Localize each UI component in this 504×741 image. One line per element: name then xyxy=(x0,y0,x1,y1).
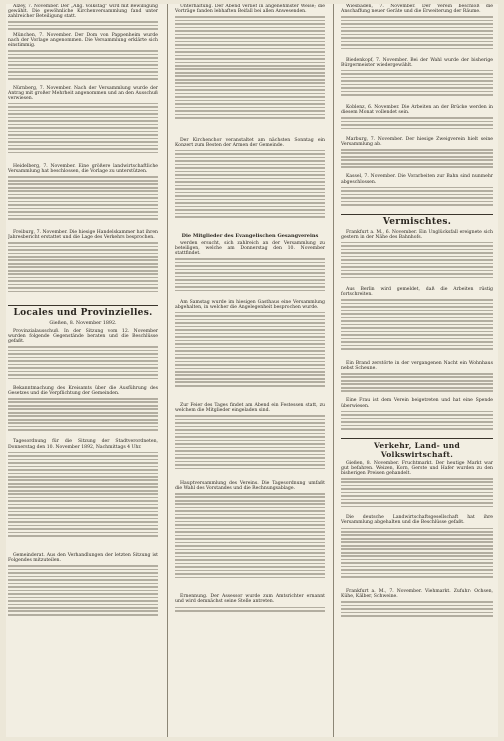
text-lines xyxy=(341,187,493,211)
text-lines xyxy=(8,21,158,31)
column-1 xyxy=(8,4,158,737)
paragraph: Ernennung. Der Assessor wurde zum Amtsrichter ernannt und wird demnächst seine Stelle antreten. xyxy=(175,594,325,605)
paragraph: Unterhaltung. Der Abend verlief in angenehmster Weise; die Vorträge fanden lebhaften Beifall bei allen Anwesenden. xyxy=(175,4,325,15)
paragraph: Biedenkopf, 7. November. Bei der Wahl wurde der bisherige Bürgermeister wiedergewählt. xyxy=(341,57,493,68)
paragraph: Die deutsche Landwirtschaftsgesellschaft hat ihre Versammlung abgehalten und die Beschlüsse gefaßt. xyxy=(341,515,493,526)
column-2 xyxy=(175,4,325,737)
text-lines xyxy=(341,373,493,397)
text-lines xyxy=(175,607,325,619)
paragraph: München, 7. November. Der Dom von Pappenheim wurde nach der Vorlage angenommen. Die Versammlung erklärte sich einstimmig. xyxy=(8,32,158,49)
paragraph: Wiesbaden, 7. November. Der Verein beschloß die Anschaffung neuer Geräte und die Erweiterung der Räume. xyxy=(341,4,493,15)
dateline: Gießen, 8. November 1892. xyxy=(49,321,117,327)
paragraph: Hauptversammlung des Vereins. Die Tagesordnung umfaßt die Wahl des Vorstandes und die Rechnungsablage. xyxy=(175,480,325,491)
text-lines xyxy=(8,398,158,438)
column-rule xyxy=(333,4,334,737)
paragraph: Kassel, 7. November. Die Vorarbeiten zur Bahn sind nunmehr abgeschlossen. xyxy=(341,174,493,185)
text-lines xyxy=(175,16,325,136)
paragraph: Am Samstag wurde im hiesigen Gasthaus eine Versammlung abgehalten, in welcher die Angelegenheit besprochen wurde. xyxy=(175,299,325,310)
paragraph: Gemeinderat. Aus den Verhandlungen der letzten Sitzung ist Folgendes mitzuteilen. xyxy=(8,552,158,564)
text-lines xyxy=(8,50,158,84)
text-lines xyxy=(8,176,158,228)
text-lines xyxy=(341,528,493,588)
column-3 xyxy=(341,4,493,737)
text-lines xyxy=(8,103,158,163)
paragraph: Eine Frau ist dem Verein beigetreten und hat eine Spende überwiesen. xyxy=(341,398,493,409)
section-title: Locales und Provinzielles. xyxy=(13,308,153,319)
text-lines xyxy=(341,149,493,173)
section-title: Verkehr, Land- und Volkswirtschaft. xyxy=(373,440,460,459)
paragraph: Marburg, 7. November. Der hiesige Zweigverein hielt seine Versammlung ab. xyxy=(341,136,493,147)
text-lines xyxy=(175,493,325,593)
paragraph: Heidelberg, 7. November. Eine größere landwirtschaftliche Versammlung hat beschlossen, die Vorlage zu unterstützen. xyxy=(8,164,158,175)
paragraph: Zur Feier des Tages findet am Abend ein Festessen statt, zu welchem die Mitglieder eingeladen sind. xyxy=(175,403,325,414)
text-lines xyxy=(341,411,493,435)
text-lines xyxy=(8,242,158,302)
paragraph: Freiburg, 7. November. Die hiesige Handelskammer hat ihren Jahresbericht erstattet und die Lage des Verkehrs besprochen. xyxy=(8,229,158,240)
paragraph: Ein Brand zerstörte in der vergangenen Nacht ein Wohnhaus nebst Scheune. xyxy=(341,360,493,371)
text-lines xyxy=(175,258,325,298)
paragraph: Frankfurt a. M., 7. November. Viehmarkt. Zufuhr: Ochsen, Kühe, Kälber, Schweine. xyxy=(341,588,493,600)
newspaper-page xyxy=(6,4,498,737)
text-lines xyxy=(341,242,493,286)
text-lines xyxy=(341,16,493,56)
text-lines xyxy=(341,299,493,359)
paragraph: Provinzialausschuß. In der Sitzung vom 12. November wurden folgende Gegenstände beraten und die Beschlüsse gefaßt. xyxy=(8,329,158,345)
text-lines xyxy=(341,601,493,621)
text-lines xyxy=(8,346,158,384)
paragraph: Aus Berlin wird gemeldet, daß die Arbeiten rüstig fortschreiten. xyxy=(341,287,493,298)
paragraph: Der Kirchenchor veranstaltet am nächsten Sonntag ein Konzert zum Besten der Armen der Gemeinde. xyxy=(175,137,325,148)
paragraph: Gießen, 8. November. Fruchtmarkt. Der heutige Markt war gut befahren. Weizen, Korn, Gerste und Hafer wurden zu den bisherigen Preisen gehandelt. xyxy=(341,460,493,476)
text-lines xyxy=(8,452,158,552)
section-divider xyxy=(341,438,493,439)
text-lines xyxy=(341,478,493,514)
section-title: Vermischtes. xyxy=(382,216,452,227)
text-lines xyxy=(175,415,325,479)
text-lines xyxy=(8,565,158,625)
column-rule xyxy=(167,4,168,737)
paragraph: Tagesordnung für die Sitzung der Stadtverordneten, Donnerstag den 10. November 1892, Nachmittags 4 Uhr. xyxy=(8,439,158,450)
paragraph: Nürnberg, 7. November. Nach der Versammlung wurde der Antrag mit großer Mehrheit angenommen und an den Ausschuß verwiesen. xyxy=(8,85,158,101)
paragraph: werden ersucht, sich zahlreich an der Versammlung zu beteiligen, welche am Donnerstag den 10. November stattfindet. xyxy=(175,240,325,257)
section-divider xyxy=(8,305,158,306)
text-lines xyxy=(341,117,493,135)
subheading: Die Mitglieder des Evangelischen Gesangvereins xyxy=(181,232,319,239)
paragraph: Bekanntmachung des Kreisamts über die Ausführung des Gesetzes und die Verpflichtung der Gemeinden. xyxy=(8,385,158,396)
section-divider xyxy=(341,214,493,215)
text-lines xyxy=(175,312,325,402)
paragraph: Alzey, 7. November. Der „Allg. Volkstag“ wird mit Bewilligung gewählt. Die gewöhnliche Kirchenversammlung fand unter zahlreicher Beteiligung statt. xyxy=(8,4,158,20)
paragraph: Frankfurt a. M., 6. November. Ein Unglücksfall ereignete sich gestern in der Nähe des Bahnhofs. xyxy=(341,229,493,240)
text-lines xyxy=(175,150,325,230)
text-lines xyxy=(341,70,493,104)
paragraph: Koblenz, 6. November. Die Arbeiten an der Brücke werden in diesem Monat vollendet sein. xyxy=(341,105,493,116)
